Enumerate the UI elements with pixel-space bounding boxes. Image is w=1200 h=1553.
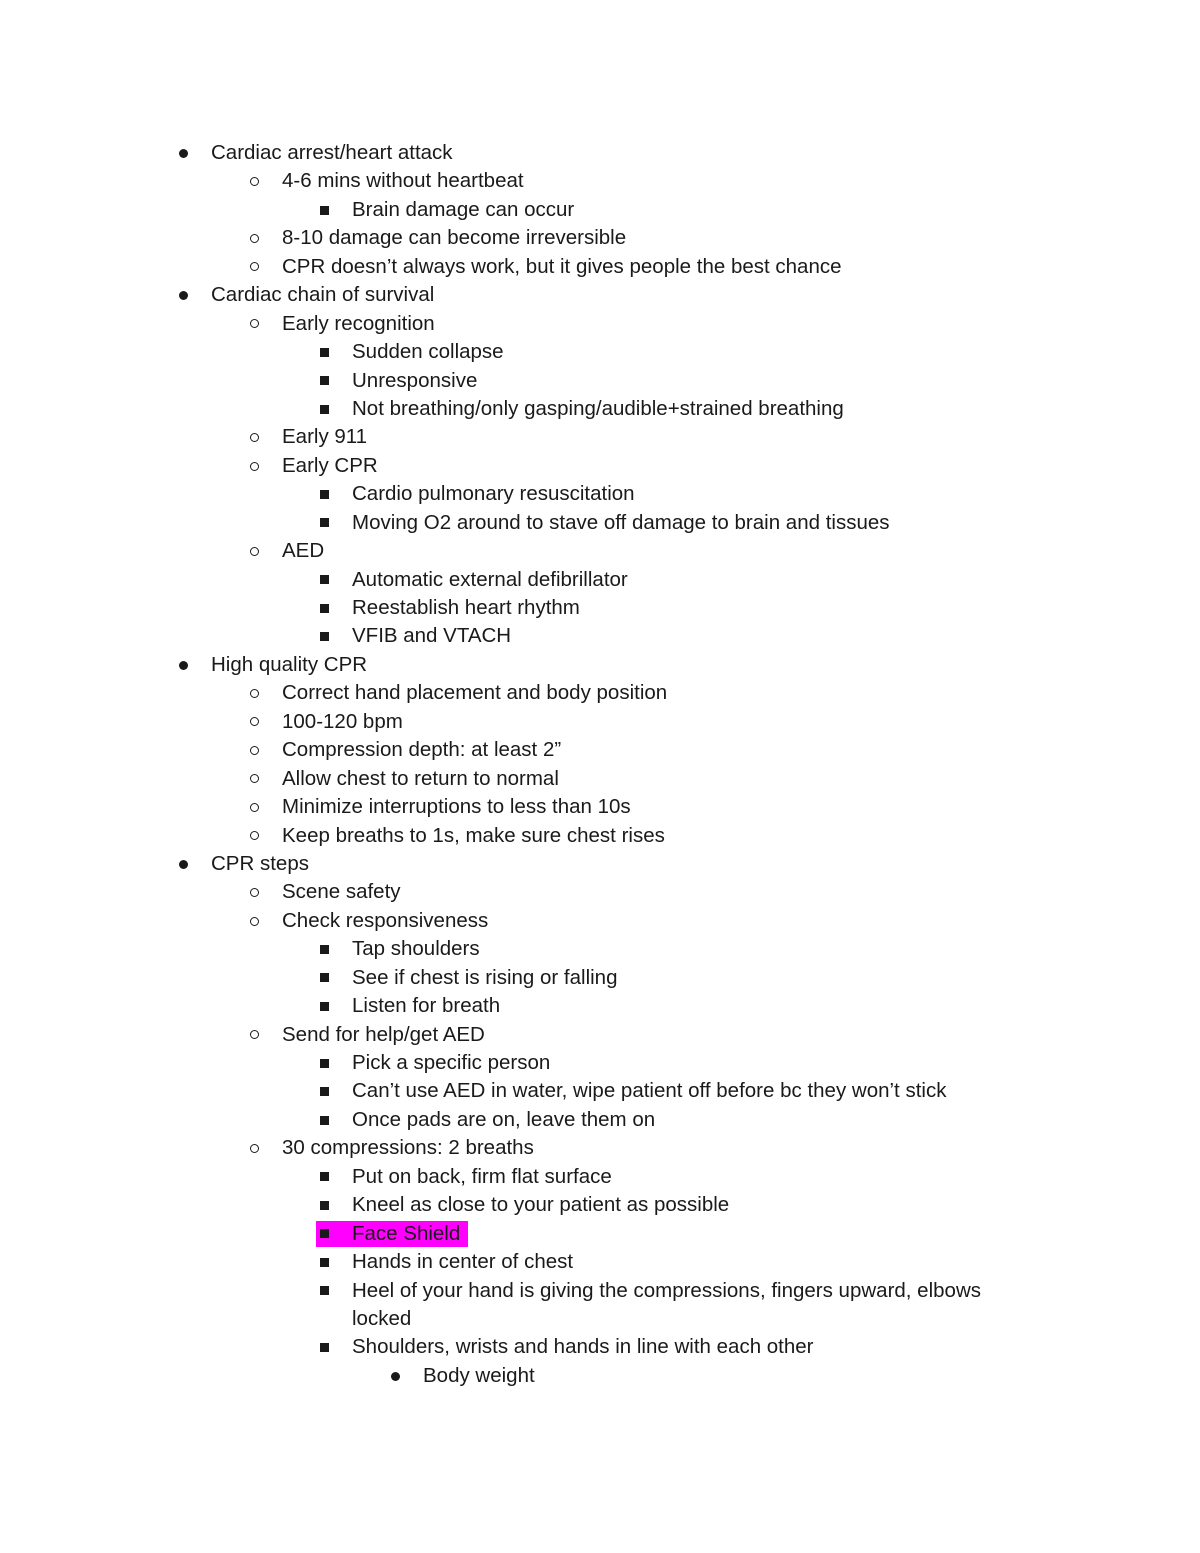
list-item-text: Scene safety	[282, 880, 401, 904]
list-item-text: CPR doesn’t always work, but it gives people the best chance	[282, 254, 842, 278]
circle-icon	[250, 462, 259, 471]
list-item	[0, 793, 1200, 821]
bullet-marker	[316, 509, 332, 537]
bullet-marker	[316, 1106, 332, 1134]
list-item	[0, 1277, 1200, 1334]
list-item-text: Cardiac arrest/heart attack	[211, 141, 453, 164]
list-item	[0, 509, 1200, 537]
list-item-text: Put on back, firm flat surface	[352, 1164, 612, 1188]
bullet-marker	[246, 708, 262, 736]
list-item	[0, 822, 1200, 850]
list-item	[0, 1106, 1200, 1134]
square-icon	[320, 1286, 329, 1295]
bullet-marker	[246, 167, 262, 195]
list-item-text: Face Shield	[352, 1221, 461, 1245]
bullet-marker	[246, 1134, 262, 1162]
list-item	[0, 907, 1200, 935]
list-item	[0, 196, 1200, 224]
disc-icon	[391, 1372, 400, 1381]
bullet-marker	[316, 1191, 332, 1219]
bullet-marker	[316, 935, 332, 963]
bullet-marker	[316, 1333, 332, 1361]
list-item-text: Allow chest to return to normal	[282, 766, 559, 790]
list-item-text: 4-6 mins without heartbeat	[282, 169, 524, 193]
bullet-marker	[246, 224, 262, 252]
square-icon	[320, 1258, 329, 1267]
circle-icon	[250, 831, 259, 840]
bullet-marker	[246, 452, 262, 480]
list-item	[0, 935, 1200, 963]
list-item	[0, 281, 1200, 309]
list-item	[0, 708, 1200, 736]
list-item-text: Check responsiveness	[282, 908, 489, 932]
list-item	[0, 765, 1200, 793]
list-item-text: CPR steps	[211, 851, 309, 875]
list-item-text: Reestablish heart rhythm	[352, 596, 580, 619]
list-item-text: Cardiac chain of survival	[211, 283, 435, 307]
circle-icon	[250, 1030, 259, 1039]
list-item-text: Compression depth: at least 2”	[282, 738, 562, 762]
list-item-text: VFIB and VTACH	[352, 624, 512, 648]
list-item	[0, 964, 1200, 992]
circle-icon	[250, 177, 259, 186]
bullet-marker	[316, 1277, 332, 1305]
list-item	[0, 594, 1200, 622]
square-icon	[320, 518, 329, 527]
bullet-marker	[246, 907, 262, 935]
bullet-marker	[316, 1049, 332, 1077]
bullet-marker	[246, 253, 262, 281]
bullet-marker	[246, 679, 262, 707]
disc-icon	[179, 149, 188, 158]
list-item-text: Shoulders, wrists and hands in line with each other	[352, 1335, 814, 1359]
bullet-marker	[175, 651, 191, 679]
list-item	[0, 1248, 1200, 1276]
list-item	[0, 395, 1200, 423]
list-item	[0, 1333, 1200, 1361]
list-item-text: Early 911	[282, 425, 368, 449]
circle-icon	[250, 917, 259, 926]
list-item	[0, 679, 1200, 707]
bullet-marker	[316, 1163, 332, 1191]
bullet-marker	[316, 622, 332, 650]
list-item-text: Heel of your hand is giving the compressions, fingers upward, elbows locked	[352, 1278, 981, 1330]
bullet-marker	[316, 338, 332, 366]
circle-icon	[250, 774, 259, 783]
circle-icon	[250, 319, 259, 328]
circle-icon	[250, 433, 259, 442]
list-item	[0, 1163, 1200, 1191]
list-item	[0, 310, 1200, 338]
bullet-marker	[246, 822, 262, 850]
list-item	[0, 1021, 1200, 1049]
square-icon	[320, 973, 329, 982]
list-item	[0, 736, 1200, 764]
list-item	[0, 480, 1200, 508]
bullet-marker	[246, 310, 262, 338]
list-item-text: Keep breaths to 1s, make sure chest rises	[282, 823, 665, 847]
list-item-text: High quality CPR	[211, 652, 368, 676]
list-item-text: Minimize interruptions to less than 10s	[282, 795, 631, 819]
bullet-marker	[316, 594, 332, 622]
list-item	[0, 850, 1200, 878]
list-item-text: 8-10 damage can become irreversible	[282, 226, 627, 250]
list-item-text: Unresponsive	[352, 368, 478, 392]
bullet-marker	[316, 566, 332, 594]
list-item	[0, 1077, 1200, 1105]
bullet-marker	[246, 1021, 262, 1049]
list-item-text: Moving O2 around to stave off damage to brain and tissues	[352, 510, 890, 534]
list-item-text: Listen for breath	[352, 994, 501, 1018]
bullet-marker	[246, 878, 262, 906]
bullet-marker	[316, 367, 332, 395]
square-icon	[320, 1002, 329, 1011]
square-icon	[320, 1087, 329, 1096]
bullet-marker	[316, 1220, 332, 1248]
bullet-marker	[175, 850, 191, 878]
list-item	[0, 367, 1200, 395]
bullet-marker	[316, 992, 332, 1020]
list-item	[0, 1220, 1200, 1248]
square-icon	[320, 1201, 329, 1210]
list-item-text: Can’t use AED in water, wipe patient off before bc they won’t stick	[352, 1079, 947, 1103]
list-item-text: Pick a specific person	[352, 1051, 551, 1074]
list-item-text: Early recognition	[282, 311, 435, 335]
square-icon	[320, 1059, 329, 1068]
square-icon	[320, 490, 329, 499]
disc-icon	[179, 860, 188, 869]
list-item-text: Cardio pulmonary resuscitation	[352, 482, 635, 506]
square-icon	[320, 945, 329, 954]
bullet-marker	[316, 196, 332, 224]
bullet-marker	[316, 480, 332, 508]
square-icon	[320, 575, 329, 584]
list-item-text: AED	[282, 539, 325, 563]
list-item-text: 30 compressions: 2 breaths	[282, 1136, 534, 1160]
square-icon	[320, 1116, 329, 1125]
circle-icon	[250, 717, 259, 726]
bullet-marker	[246, 736, 262, 764]
square-icon	[320, 1229, 329, 1238]
list-item	[0, 878, 1200, 906]
circle-icon	[250, 803, 259, 812]
bullet-marker	[246, 537, 262, 565]
list-item	[0, 139, 1200, 167]
circle-icon	[250, 547, 259, 556]
list-item-text: Correct hand placement and body position	[282, 681, 668, 705]
bullet-marker	[175, 281, 191, 309]
bullet-marker	[316, 1248, 332, 1276]
bullet-marker	[316, 964, 332, 992]
list-item	[0, 1362, 1200, 1390]
bullet-marker	[246, 765, 262, 793]
list-item	[0, 1191, 1200, 1219]
circle-icon	[250, 1144, 259, 1153]
circle-icon	[250, 234, 259, 243]
square-icon	[320, 405, 329, 414]
document-body	[0, 139, 1200, 1390]
list-item	[0, 537, 1200, 565]
square-icon	[320, 604, 329, 613]
list-item-text: Send for help/get AED	[282, 1022, 485, 1046]
list-item	[0, 338, 1200, 366]
circle-icon	[250, 888, 259, 897]
circle-icon	[250, 689, 259, 698]
list-item-text: Once pads are on, leave them on	[352, 1107, 656, 1131]
list-item	[0, 622, 1200, 650]
circle-icon	[250, 746, 259, 755]
list-item-text: Sudden collapse	[352, 340, 504, 364]
list-item-text: Body weight	[423, 1363, 535, 1387]
list-item	[0, 224, 1200, 252]
list-item-text: Kneel as close to your patient as possible	[352, 1193, 730, 1217]
square-icon	[320, 1172, 329, 1181]
square-icon	[320, 632, 329, 641]
bullet-marker	[316, 395, 332, 423]
list-item-text: Early CPR	[282, 453, 378, 477]
list-item-text: Tap shoulders	[352, 937, 480, 961]
list-item-text: See if chest is rising or falling	[352, 965, 618, 989]
list-item	[0, 452, 1200, 480]
list-item	[0, 1049, 1200, 1077]
square-icon	[320, 348, 329, 357]
square-icon	[320, 1343, 329, 1352]
list-item-text: 100-120 bpm	[282, 709, 403, 733]
list-item	[0, 423, 1200, 451]
list-item	[0, 167, 1200, 195]
bullet-marker	[246, 793, 262, 821]
list-item-text: Not breathing/only gasping/audible+strained breathing	[352, 396, 844, 420]
square-icon	[320, 206, 329, 215]
square-icon	[320, 376, 329, 385]
list-item	[0, 253, 1200, 281]
bullet-marker	[387, 1362, 403, 1390]
bullet-marker	[175, 139, 191, 167]
list-item	[0, 992, 1200, 1020]
list-item-text: Automatic external defibrillator	[352, 567, 628, 591]
circle-icon	[250, 262, 259, 271]
list-item-text: Hands in center of chest	[352, 1250, 574, 1274]
list-item	[0, 566, 1200, 594]
disc-icon	[179, 291, 188, 300]
list-item	[0, 1134, 1200, 1162]
list-item	[0, 651, 1200, 679]
disc-icon	[179, 661, 188, 670]
bullet-marker	[246, 423, 262, 451]
list-item-text: Brain damage can occur	[352, 197, 575, 221]
bullet-marker	[316, 1077, 332, 1105]
